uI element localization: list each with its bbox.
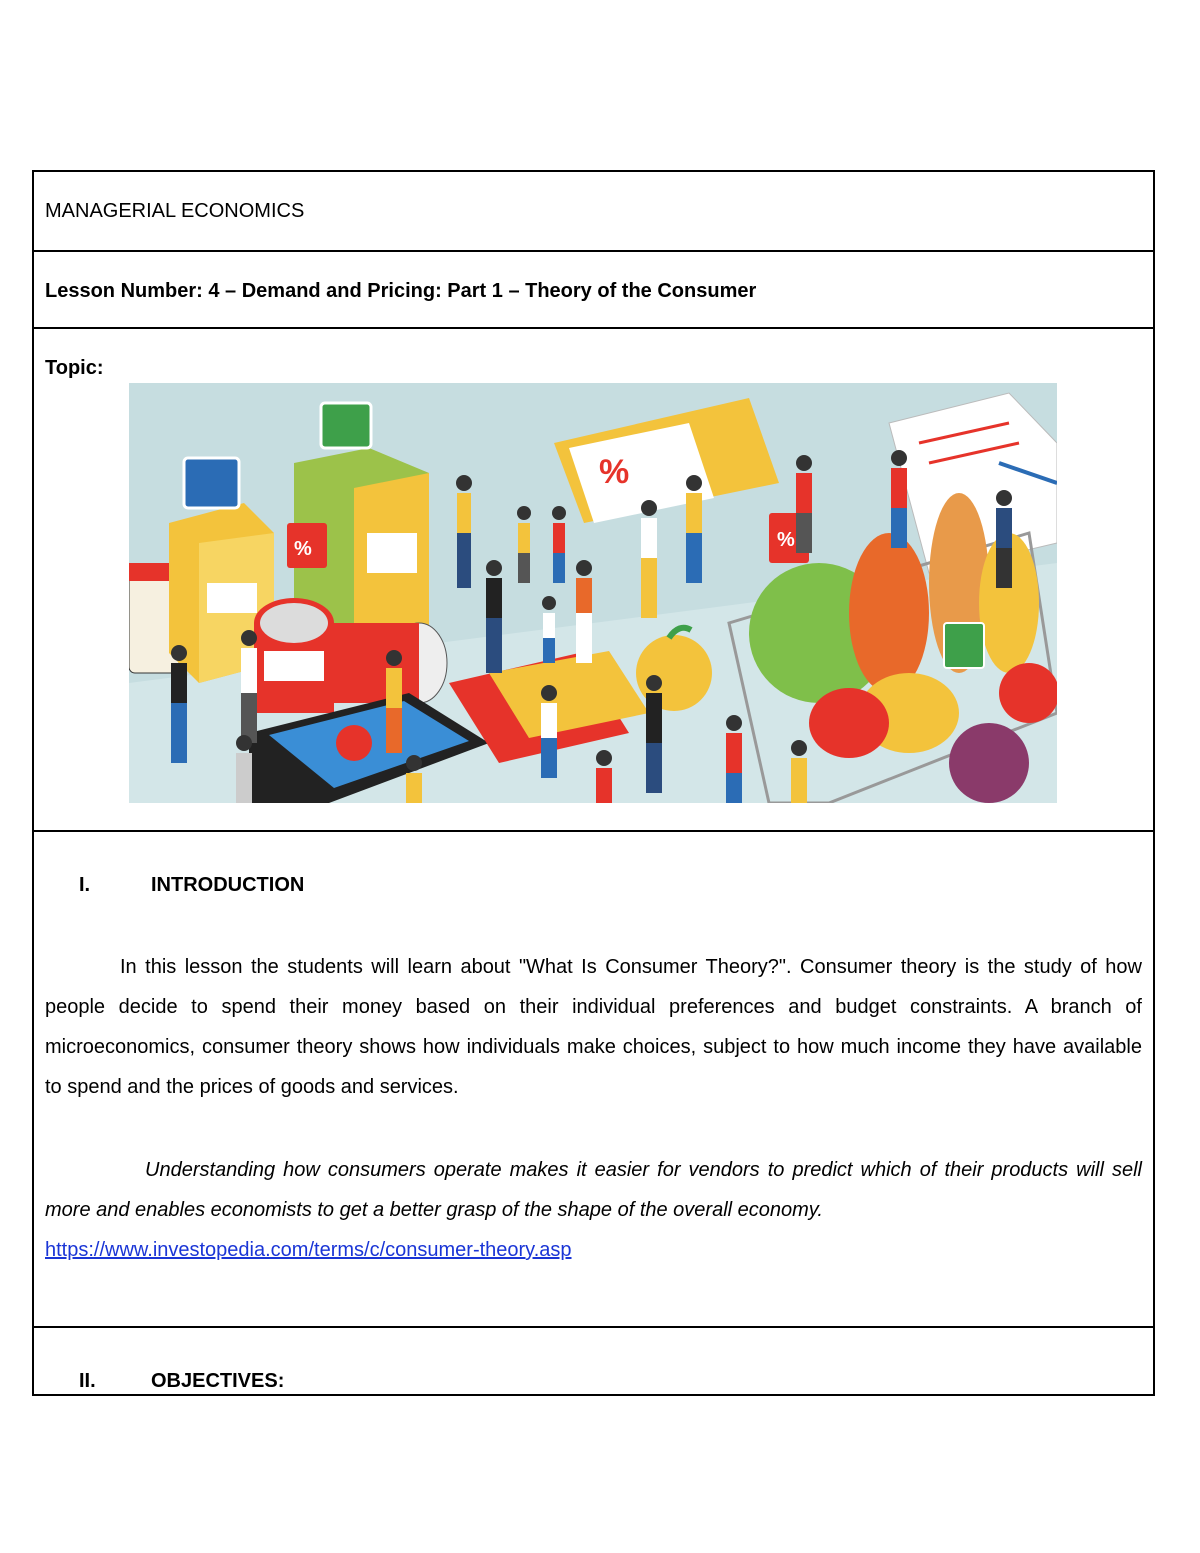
objectives-number: II. [79, 1370, 96, 1392]
introduction-quote: Understanding how consumers operate makes it easier for vendors to predict which of their products will sell more and enables economists to get a better grasp of the shape of the overall economy. [45, 1159, 1142, 1221]
consumer-market-illustration [129, 383, 1057, 803]
course-row [34, 172, 1153, 250]
lesson-number: Lesson Number: 4 – Demand and Pricing: Part 1 – Theory of the Consumer [45, 280, 757, 302]
introduction-heading [79, 874, 304, 897]
introduction-link-line [45, 1230, 1142, 1270]
investopedia-link[interactable]: https://www.investopedia.com/terms/c/consumer-theory.asp [45, 1239, 572, 1261]
percent-tag-right: % [777, 529, 795, 551]
topic-row [34, 327, 1153, 830]
lesson-row [34, 250, 1153, 327]
introduction-title: INTRODUCTION [151, 874, 305, 896]
objectives-row [34, 1326, 1153, 1394]
introduction-row [34, 830, 1153, 1326]
introduction-paragraph: In this lesson the students will learn about "What Is Consumer Theory?". Consumer theory is the study of how people decide to spend their money based on their individual preferences and budget constraints. A branch of microeconomics, consumer theory shows how individuals make choices, subject to how much income they have available to spend and the prices of goods and services. [45, 956, 1142, 1098]
introduction-number: I. [79, 874, 91, 896]
course-title: MANAGERIAL ECONOMICS [45, 200, 305, 222]
topic-label: Topic: [45, 357, 104, 379]
percent-tag-left: % [294, 538, 312, 560]
objectives-heading [79, 1370, 284, 1393]
lesson-table [32, 170, 1155, 1396]
objectives-title: OBJECTIVES: [151, 1370, 285, 1392]
percent-coupon: % [599, 453, 630, 491]
